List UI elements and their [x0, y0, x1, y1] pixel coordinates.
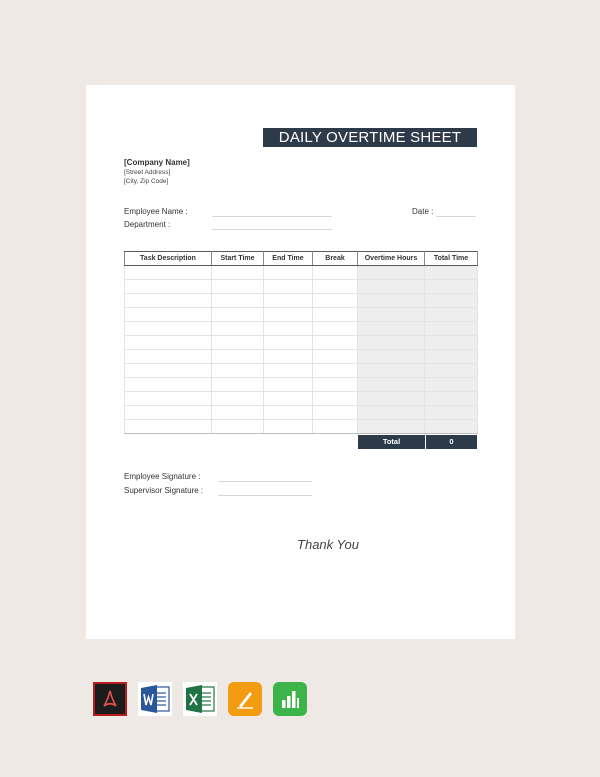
- table-row: [125, 364, 478, 378]
- pdf-icon[interactable]: [93, 682, 127, 716]
- date-field[interactable]: [436, 216, 476, 217]
- table-cell[interactable]: [358, 392, 425, 406]
- table-cell[interactable]: [425, 336, 478, 350]
- table-cell[interactable]: [212, 322, 264, 336]
- numbers-icon[interactable]: [273, 682, 307, 716]
- table-cell[interactable]: [125, 392, 212, 406]
- table-cell[interactable]: [358, 406, 425, 420]
- table-cell[interactable]: [358, 364, 425, 378]
- table-cell[interactable]: [264, 364, 313, 378]
- table-cell[interactable]: [425, 322, 478, 336]
- table-cell[interactable]: [212, 308, 264, 322]
- pages-icon[interactable]: [228, 682, 262, 716]
- table-cell[interactable]: [313, 308, 358, 322]
- table-header-row: [125, 252, 478, 266]
- table-cell[interactable]: [313, 364, 358, 378]
- table-cell[interactable]: [212, 392, 264, 406]
- table-cell[interactable]: [425, 378, 478, 392]
- table-cell[interactable]: [264, 406, 313, 420]
- company-city-zip: [City, Zip Code]: [124, 178, 169, 185]
- table-row: [125, 266, 478, 280]
- department-field[interactable]: [212, 229, 332, 230]
- employee-name-label: Employee Name :: [124, 207, 188, 216]
- col-overtime-hours: Overtime Hours: [358, 252, 425, 266]
- table-cell[interactable]: [125, 308, 212, 322]
- table-cell[interactable]: [264, 294, 313, 308]
- date-label: Date :: [412, 207, 434, 216]
- supervisor-signature-field[interactable]: [218, 495, 312, 496]
- table-cell[interactable]: [212, 350, 264, 364]
- table-cell[interactable]: [425, 350, 478, 364]
- table-row: [125, 294, 478, 308]
- col-break: Break: [313, 252, 358, 266]
- table-cell[interactable]: [125, 420, 212, 434]
- table-cell[interactable]: [264, 350, 313, 364]
- col-task-description: Task Description: [125, 252, 212, 266]
- table-cell[interactable]: [264, 308, 313, 322]
- table-cell[interactable]: [125, 322, 212, 336]
- table-row: [125, 308, 478, 322]
- col-total-time: Total Time: [425, 252, 478, 266]
- table-cell[interactable]: [358, 336, 425, 350]
- table-cell[interactable]: [358, 378, 425, 392]
- table-cell[interactable]: [313, 350, 358, 364]
- table-cell[interactable]: [358, 294, 425, 308]
- table-cell[interactable]: [125, 378, 212, 392]
- table-row: [125, 350, 478, 364]
- overtime-sheet-document: [86, 85, 515, 639]
- table-cell[interactable]: [358, 280, 425, 294]
- table-cell[interactable]: [125, 294, 212, 308]
- table-cell[interactable]: [212, 336, 264, 350]
- table-cell[interactable]: [313, 420, 358, 434]
- department-label: Department :: [124, 220, 171, 229]
- table-cell[interactable]: [264, 266, 313, 280]
- col-start-time: Start Time: [212, 252, 264, 266]
- word-icon[interactable]: [138, 682, 172, 716]
- table-cell[interactable]: [212, 420, 264, 434]
- table-row: [125, 406, 478, 420]
- table-cell[interactable]: [264, 420, 313, 434]
- table-cell[interactable]: [125, 280, 212, 294]
- download-format-icons: [93, 682, 307, 716]
- table-cell[interactable]: [358, 308, 425, 322]
- overtime-table: [124, 251, 478, 434]
- supervisor-signature-label: Supervisor Signature :: [124, 486, 204, 495]
- table-cell[interactable]: [125, 336, 212, 350]
- table-cell[interactable]: [264, 392, 313, 406]
- table-cell[interactable]: [212, 364, 264, 378]
- table-cell[interactable]: [125, 350, 212, 364]
- table-row: [125, 420, 478, 434]
- col-end-time: End Time: [264, 252, 313, 266]
- table-cell[interactable]: [425, 392, 478, 406]
- table-cell[interactable]: [425, 280, 478, 294]
- excel-icon[interactable]: [183, 682, 217, 716]
- table-row: [125, 322, 478, 336]
- table-cell[interactable]: [212, 378, 264, 392]
- table-cell[interactable]: [425, 308, 478, 322]
- table-cell[interactable]: [313, 322, 358, 336]
- table-cell[interactable]: [212, 266, 264, 280]
- company-block: [124, 158, 190, 186]
- table-cell[interactable]: [125, 266, 212, 280]
- total-label: Total: [358, 435, 426, 449]
- table-cell[interactable]: [125, 406, 212, 420]
- sheet-title: DAILY OVERTIME SHEET: [263, 128, 477, 147]
- table-cell[interactable]: [358, 420, 425, 434]
- table-cell[interactable]: [212, 406, 264, 420]
- table-cell[interactable]: [212, 294, 264, 308]
- company-street: [Street Address]: [124, 169, 171, 176]
- table-cell[interactable]: [313, 406, 358, 420]
- table-cell[interactable]: [358, 266, 425, 280]
- table-row: [125, 280, 478, 294]
- table-cell[interactable]: [212, 280, 264, 294]
- table-cell[interactable]: [264, 336, 313, 350]
- table-cell[interactable]: [264, 322, 313, 336]
- total-row: [358, 435, 477, 449]
- table-cell[interactable]: [313, 294, 358, 308]
- table-cell[interactable]: [313, 336, 358, 350]
- table-cell[interactable]: [425, 364, 478, 378]
- table-cell[interactable]: [264, 280, 313, 294]
- employee-name-field[interactable]: [212, 216, 332, 217]
- table-row: [125, 378, 478, 392]
- table-cell[interactable]: [358, 350, 425, 364]
- table-cell[interactable]: [125, 364, 212, 378]
- table-row: [125, 336, 478, 350]
- table-cell[interactable]: [313, 266, 358, 280]
- table-cell[interactable]: [425, 406, 478, 420]
- thank-you-text: Thank You: [297, 537, 359, 552]
- table-cell[interactable]: [358, 322, 425, 336]
- employee-signature-field[interactable]: [218, 481, 312, 482]
- table-cell[interactable]: [313, 392, 358, 406]
- total-value: 0: [449, 437, 454, 446]
- table-cell[interactable]: [425, 266, 478, 280]
- employee-signature-label: Employee Signature :: [124, 472, 201, 481]
- table-row: [125, 392, 478, 406]
- table-cell[interactable]: [425, 420, 478, 434]
- table-cell[interactable]: [313, 378, 358, 392]
- table-cell[interactable]: [264, 378, 313, 392]
- table-cell[interactable]: [425, 294, 478, 308]
- company-name: [Company Name]: [124, 158, 190, 167]
- table-cell[interactable]: [313, 280, 358, 294]
